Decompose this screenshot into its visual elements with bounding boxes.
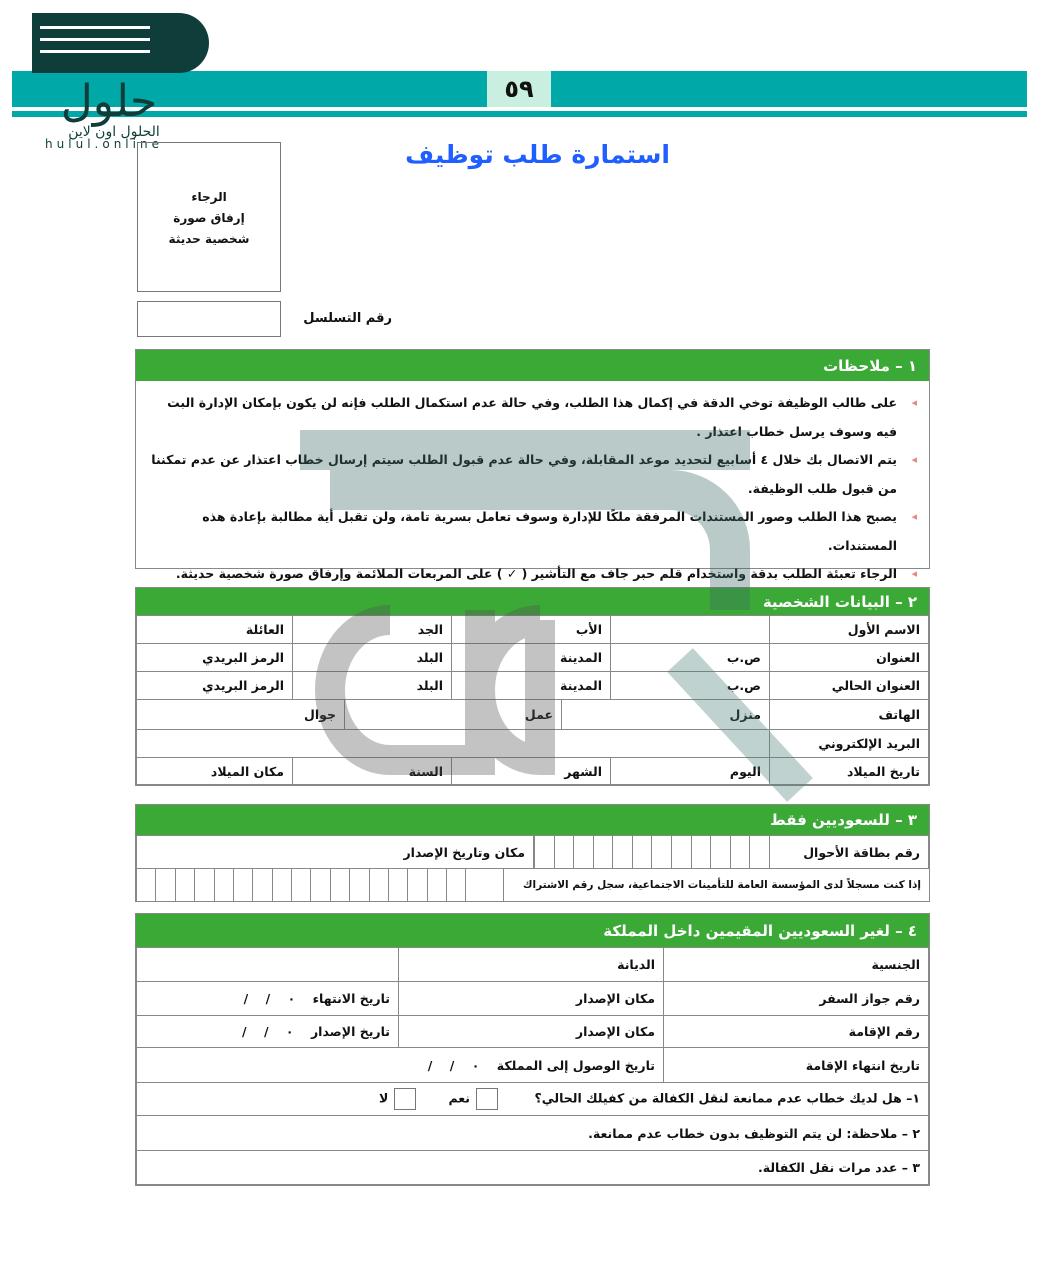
table-row: [137, 948, 929, 982]
page-number: ٥٩: [487, 71, 551, 107]
table-row: [137, 644, 929, 672]
grandfather-name-field[interactable]: الجد: [293, 616, 452, 644]
table-row: [137, 1016, 929, 1048]
arrival-label: تاريخ الوصول إلى المملكة: [496, 1057, 655, 1073]
birth-date-label: تاريخ الميلاد: [770, 758, 929, 785]
photo-box[interactable]: [137, 142, 281, 292]
passport-number-field[interactable]: رقم جواز السفر: [664, 982, 929, 1016]
issue-date-label: تاريخ الإصدار: [310, 1024, 390, 1039]
serial-number-label: رقم التسلسل: [303, 311, 392, 326]
note-item: ◂ يصبح هذا الطلب وصور المستندات المرفقة ملكًا للإدارة وسوف تعامل بسرية تامة، ولن تقبل أية مطالبة بإعادة هذه المستندات.: [146, 503, 917, 560]
note-item: ◂ يتم الاتصال بك خلال ٤ أسابيع لتحديد موعد المقابلة، وفي حالة عدم قبول الطلب سيتم إرسال خطاب اعتذار عن عدم تمكننا من قبول طلب الوظيفة.: [146, 446, 917, 503]
gosi-row: [136, 869, 929, 901]
personal-data-section: [135, 587, 930, 786]
religion-field[interactable]: الديانة: [399, 948, 664, 982]
pobox-field[interactable]: ص.ب: [611, 672, 770, 700]
table-row: [137, 1151, 929, 1185]
svg-text:الحلول اون لاين: الحلول اون لاين: [68, 124, 160, 140]
svg-text:hulul.online: hulul.online: [45, 137, 163, 148]
zip-field[interactable]: الرمز البريدي: [137, 672, 293, 700]
iqama-issue-place-field[interactable]: مكان الإصدار: [399, 1016, 664, 1048]
table-row: [137, 730, 929, 758]
nationality-field[interactable]: الجنسية: [664, 948, 929, 982]
home-phone-field[interactable]: منزل: [561, 700, 769, 729]
no-checkbox[interactable]: [394, 1088, 416, 1110]
table-row: [137, 1048, 929, 1083]
personal-data-table: [136, 615, 929, 785]
iqama-issue-date-field[interactable]: [137, 1016, 399, 1048]
note-item: ◂ على طالب الوظيفة توخي الدقة في إكمال هذا الطلب، وفي حالة عدم استكمال الطلب فإنه لن يكون بإمكان الإدارة البت فيه وسوف يرسل خطاب اعتذار .: [146, 389, 917, 446]
notes-list: [136, 381, 929, 589]
first-name-field[interactable]: [611, 616, 770, 644]
gosi-label: إذا كنت مسجلاً لدى المؤسسة العامة للتأمينات الاجتماعية، سجل رقم الاشتراك: [522, 879, 921, 891]
release-letter-note: ٢ – ملاحظة: لن يتم التوظيف بدون خطاب عدم ممانعة.: [137, 1116, 929, 1151]
yes-checkbox[interactable]: [476, 1088, 498, 1110]
id-card-label: رقم بطاقة الأحوال: [770, 836, 929, 869]
country-field[interactable]: البلد: [293, 644, 452, 672]
table-row: [137, 758, 929, 785]
table-row: [137, 672, 929, 700]
country-field[interactable]: البلد: [293, 672, 452, 700]
phone-label: الهاتف: [770, 700, 929, 730]
birth-year-field[interactable]: السنة: [293, 758, 452, 785]
date-mask: ٠ / /: [427, 1057, 480, 1073]
first-name-label: الاسم الأول: [770, 616, 929, 644]
arrival-date-field[interactable]: [137, 1048, 664, 1083]
date-mask: ٠ / /: [243, 991, 296, 1006]
table-row: [137, 700, 929, 730]
note-item: ◂ الرجاء تعبئة الطلب بدقة واستخدام قلم حبر جاف مع التأشير ( ✓ ) على المربعات الملائمة وإرفاق صورة شخصية حديثة.: [146, 560, 917, 589]
family-name-field[interactable]: العائلة: [137, 616, 293, 644]
expiry-label: تاريخ الانتهاء: [312, 991, 390, 1006]
pobox-field[interactable]: ص.ب: [611, 644, 770, 672]
page-title: استمارة طلب توظيف: [405, 140, 670, 169]
release-letter-question: ١– هل لديك خطاب عدم ممانعة لنقل الكفالة من كفيلك الحالي؟: [534, 1090, 920, 1106]
no-label: لا: [379, 1090, 389, 1106]
table-row: [137, 1116, 929, 1151]
section-header: ٤ – لغير السعوديين المقيمين داخل المملكة: [136, 914, 929, 947]
non-saudi-table: [136, 947, 929, 1185]
date-mask: ٠ / /: [241, 1024, 294, 1039]
photo-text: إرفاق صورة: [173, 211, 245, 225]
mobile-phone-field[interactable]: جوال: [304, 707, 336, 722]
phone-fields: [137, 700, 770, 730]
birth-day-field[interactable]: اليوم: [611, 758, 770, 785]
father-name-field[interactable]: الأب: [452, 616, 611, 644]
svg-text:ﺣﻠﻮﻝ: ﺣﻠﻮﻝ: [60, 76, 158, 127]
table-row: [137, 982, 929, 1016]
birth-month-field[interactable]: الشهر: [452, 758, 611, 785]
serial-number-field[interactable]: [137, 301, 281, 337]
section-header: ١ – ملاحظات: [136, 350, 929, 381]
passport-expiry-field[interactable]: [137, 982, 399, 1016]
photo-text: الرجاء: [191, 190, 227, 204]
section-header: ٢ – البيانات الشخصية: [136, 588, 929, 615]
sponsorship-transfer-count-field[interactable]: ٣ – عدد مرات نقل الكفالة.: [137, 1151, 929, 1185]
iqama-expiry-field[interactable]: تاريخ انتهاء الإقامة: [664, 1048, 929, 1083]
table-row: [137, 616, 929, 644]
zip-field[interactable]: الرمز البريدي: [137, 644, 293, 672]
table-row: [137, 836, 929, 869]
notes-section: [135, 349, 930, 581]
gosi-number-boxes[interactable]: [136, 869, 504, 901]
current-address-label: العنوان الحالي: [770, 672, 929, 700]
saudi-table: [136, 835, 929, 869]
photo-text: شخصية حديثة: [168, 232, 250, 246]
passport-issue-place-field[interactable]: مكان الإصدار: [399, 982, 664, 1016]
city-field[interactable]: المدينة: [452, 644, 611, 672]
section-header: ٣ – للسعوديين فقط: [136, 805, 929, 835]
iqama-number-field[interactable]: رقم الإقامة: [664, 1016, 929, 1048]
empty-cell[interactable]: [137, 948, 399, 982]
address-label: العنوان: [770, 644, 929, 672]
email-field[interactable]: [137, 730, 770, 758]
saudi-only-section: [135, 804, 930, 902]
city-field[interactable]: المدينة: [452, 672, 611, 700]
issue-place-date-field[interactable]: مكان وتاريخ الإصدار: [137, 836, 534, 869]
email-label: البريد الإلكتروني: [770, 730, 929, 758]
hulul-logo: [14, 8, 214, 148]
yes-label: نعم: [448, 1090, 471, 1106]
table-row: [137, 1083, 929, 1116]
non-saudi-section: [135, 913, 930, 1186]
work-phone-field[interactable]: عمل: [344, 700, 561, 729]
birth-place-field[interactable]: مكان الميلاد: [137, 758, 293, 785]
id-card-number-boxes[interactable]: [534, 836, 770, 869]
